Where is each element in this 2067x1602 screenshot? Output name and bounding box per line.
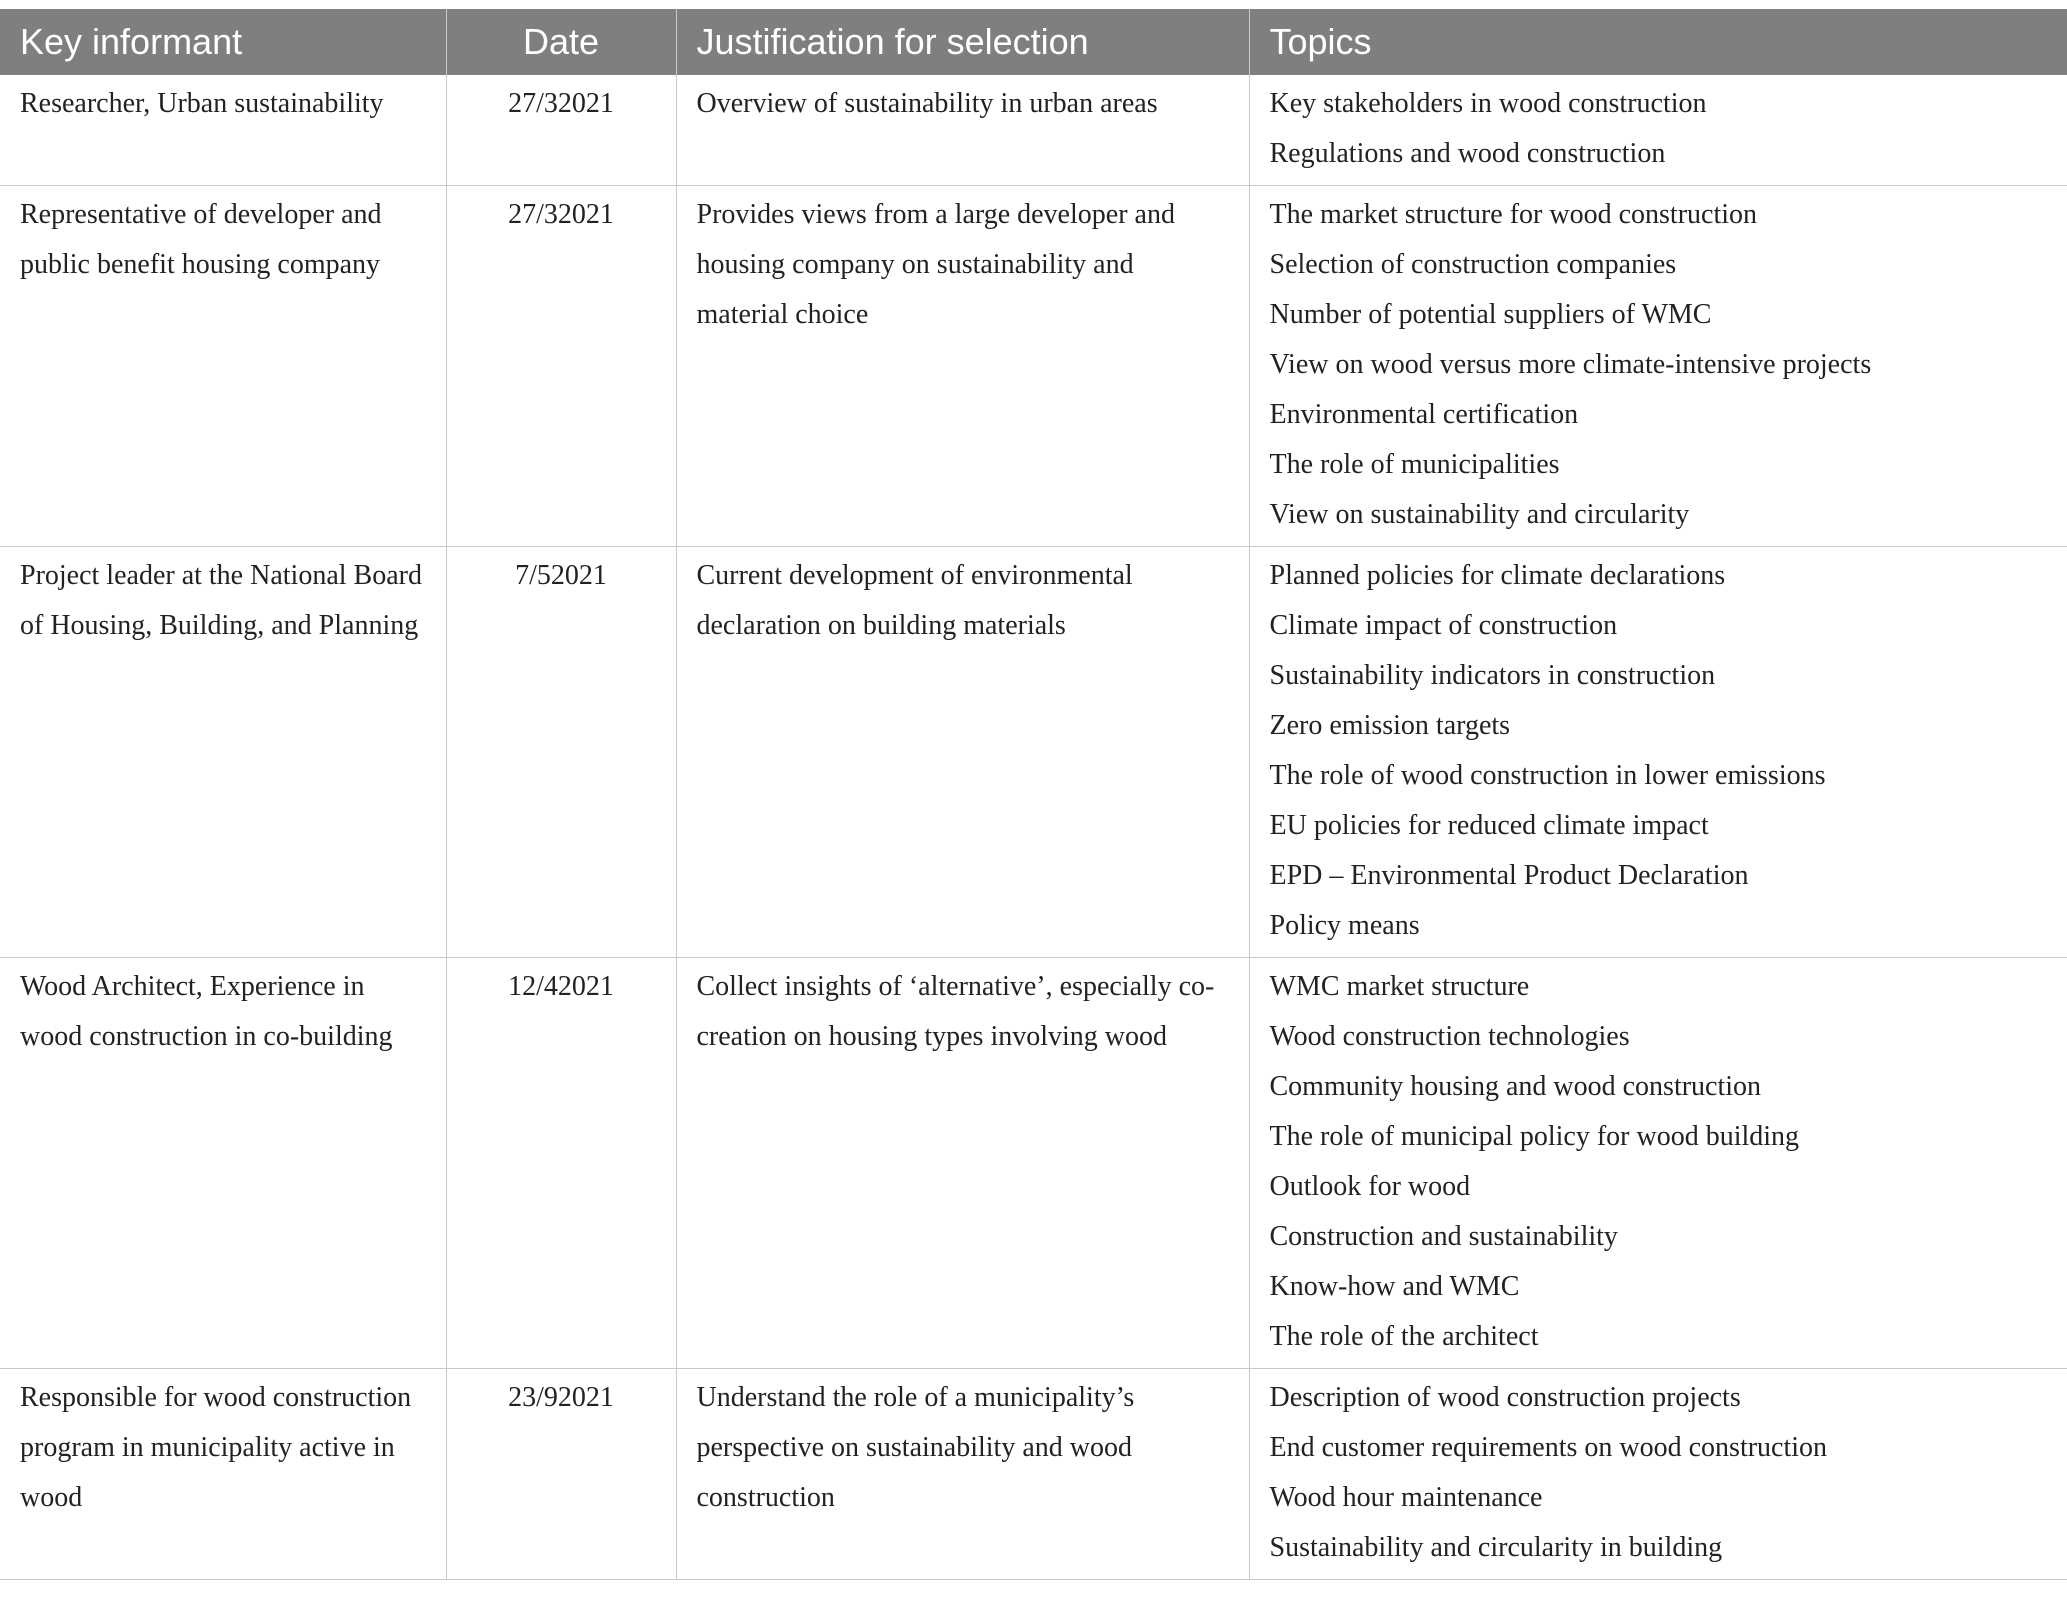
topic-item: Sustainability and circularity in building [1269,1532,1723,1563]
topic-item: End customer requirements on wood construction [1269,1432,1828,1463]
table-body [0,75,2067,1580]
topic-item: EPD – Environmental Product Declaration [1269,860,1749,891]
table-row [0,186,2067,547]
date-cell: 27/32021 [446,186,676,547]
informant-cell: Responsible for wood construction program in municipality active in wood [0,1369,446,1580]
topic-item: The role of wood construction in lower emissions [1269,760,1826,791]
topic-item: Environmental certification [1269,399,1579,430]
topic-item: Planned policies for climate declarations [1269,560,1726,591]
informant-cell: Representative of developer and public benefit housing company [0,186,446,547]
topic-item: The role of the architect [1269,1321,1539,1352]
date-cell: 12/42021 [446,958,676,1369]
date-cell: 27/32021 [446,75,676,186]
informant-cell: Wood Architect, Experience in wood construction in co-building [0,958,446,1369]
justification-cell: Current development of environmental declaration on building materials [676,547,1249,958]
header-date: Date [446,9,676,75]
topic-item: Regulations and wood construction [1269,138,1666,169]
topic-item: Policy means [1269,910,1420,941]
topic-item: Number of potential suppliers of WMC [1269,299,1712,330]
header-topics: Topics [1249,9,2067,75]
topics-cell [1249,1369,2067,1580]
topics-cell [1249,547,2067,958]
justification-cell: Understand the role of a municipality’s perspective on sustainability and wood construction [676,1369,1249,1580]
topic-item: The market structure for wood construction [1269,199,1758,230]
topics-cell [1249,186,2067,547]
topic-item: WMC market structure [1269,971,1530,1002]
topic-item: View on wood versus more climate-intensive projects [1269,349,1872,380]
topic-item: The role of municipalities [1269,449,1560,480]
topic-item: Know-how and WMC [1269,1271,1520,1302]
header-key-informant: Key informant [0,9,446,75]
table-header [0,9,2067,75]
topic-item: Community housing and wood construction [1269,1071,1762,1102]
table-row [0,1369,2067,1580]
topic-item: EU policies for reduced climate impact [1269,810,1709,841]
topic-item: Sustainability indicators in construction [1269,660,1716,691]
date-cell: 7/52021 [446,547,676,958]
topic-item: Construction and sustainability [1269,1221,1618,1252]
topic-item: Key stakeholders in wood construction [1269,88,1707,119]
topic-item: Climate impact of construction [1269,610,1618,641]
justification-cell: Provides views from a large developer and housing company on sustainability and material choice [676,186,1249,547]
justification-cell: Overview of sustainability in urban areas [676,75,1249,186]
key-informants-table [0,9,2067,1580]
table-row [0,75,2067,186]
informant-cell: Researcher, Urban sustainability [0,75,446,186]
topic-item: Wood construction technologies [1269,1021,1630,1052]
informant-cell: Project leader at the National Board of Housing, Building, and Planning [0,547,446,958]
topics-cell [1249,75,2067,186]
topics-cell [1249,958,2067,1369]
topic-item: Wood hour maintenance [1269,1482,1543,1513]
topic-item: View on sustainability and circularity [1269,499,1690,530]
justification-cell: Collect insights of ‘alternative’, especially co-creation on housing types involving wood [676,958,1249,1369]
table-row [0,958,2067,1369]
date-cell: 23/92021 [446,1369,676,1580]
topic-item: Outlook for wood [1269,1171,1471,1202]
topic-item: Zero emission targets [1269,710,1511,741]
header-row [0,9,2067,75]
header-justification: Justification for selection [676,9,1249,75]
topic-item: Description of wood construction projects [1269,1382,1741,1413]
topic-item: Selection of construction companies [1269,249,1677,280]
table-row [0,547,2067,958]
topic-item: The role of municipal policy for wood building [1269,1121,1800,1152]
